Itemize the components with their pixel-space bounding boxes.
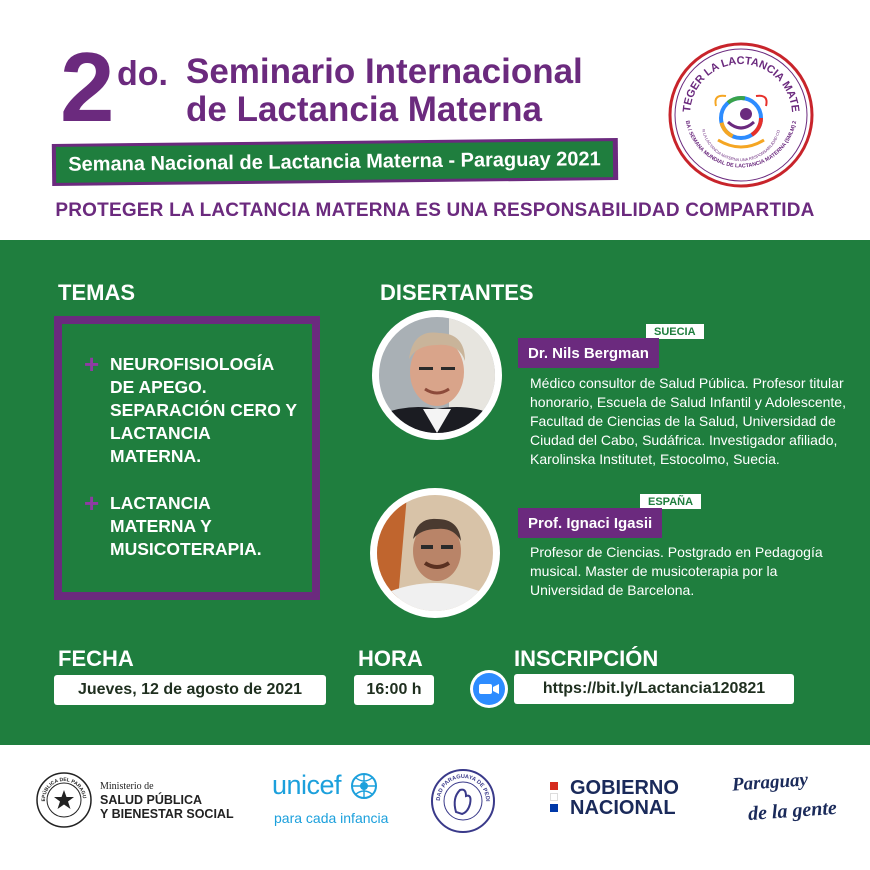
- fecha-value: Jueves, 12 de agosto de 2021: [54, 675, 326, 705]
- hora-label: HORA: [358, 646, 423, 671]
- paraguay-logo-line1: Paraguay: [731, 769, 809, 796]
- speaker-country-badge: ESPAÑA: [640, 494, 701, 509]
- inscripcion-label: INSCRIPCIÓN: [514, 646, 659, 671]
- unicef-tagline: para cada infancia: [274, 810, 389, 826]
- seal-bottom-text: BA / SEMANA MUNDIAL DE LACTANCIA MATERNA (SMLM) 2: [683, 120, 799, 170]
- seal-inner-text: R LA LACTANCIA MATERNA UNA RESPONSABILIDAD CO: [700, 128, 781, 163]
- fecha-label: FECHA: [58, 646, 134, 671]
- flag-white-square: [550, 793, 558, 801]
- title-line-2: de Lactancia Materna: [186, 90, 542, 129]
- flag-red-square: [550, 782, 558, 790]
- gobierno-line2: NACIONAL: [570, 797, 676, 819]
- temas-heading: TEMAS: [58, 280, 135, 305]
- ministerio-line1: SALUD PÚBLICA: [100, 793, 203, 807]
- paraguay-logo-line2: de la gente: [747, 796, 838, 826]
- edition-ordinal: do.: [117, 55, 168, 93]
- speaker-photo-igasii: [377, 495, 493, 611]
- seal-top-text: TEGER LA LACTANCIA MATE: [681, 54, 802, 113]
- speaker-bio: Médico consultor de Salud Pública. Profesor titular honorario, Escuela de Salud Infantil y Adolescente, Facultad de Ciencias de la Salud, Universidad de Ciudad del Cabo, Sudáfrica. Investigador afiliado, Karolinska Institutet, Estocolmo, Suecia.: [530, 375, 846, 467]
- speaker-name: Prof. Ignaci Igasii: [518, 508, 662, 538]
- speaker-bio: Profesor de Ciencias. Postgrado en Pedagogía musical. Master de musicoterapia por la Universidad de Barcelona.: [530, 544, 823, 598]
- speaker-photo-frame: [372, 310, 502, 440]
- spp-text: DAD PARAGUAYA DE PEDI: [435, 773, 491, 802]
- title-line-1: Seminario Internacional: [186, 52, 583, 91]
- unicef-wordmark: unicef: [272, 770, 342, 800]
- disertantes-heading: DISERTANTES: [380, 280, 534, 305]
- speaker-photo-bergman: [379, 317, 495, 433]
- unicef-globe-icon: [350, 772, 378, 800]
- gobierno-line1: GOBIERNO: [570, 777, 679, 799]
- tagline: PROTEGER LA LACTANCIA MATERNA ES UNA RESPONSABILIDAD COMPARTIDA: [55, 200, 815, 221]
- campaign-seal: [668, 42, 814, 188]
- speaker-name: Dr. Nils Bergman: [518, 338, 659, 368]
- topic-item: LACTANCIA MATERNA Y MUSICOTERAPIA.: [110, 493, 262, 559]
- speaker-country-badge: SUECIA: [646, 324, 704, 339]
- plus-icon: +: [84, 349, 100, 379]
- hora-value: 16:00 h: [354, 675, 434, 705]
- zoom-icon[interactable]: [470, 670, 508, 708]
- flag-blue-square: [550, 804, 558, 812]
- ministerio-small: Ministerio de: [100, 781, 154, 792]
- seal-text: EPÚBLICA DEL PARAGU: [40, 776, 87, 802]
- registration-link[interactable]: https://bit.ly/Lactancia120821: [514, 674, 794, 704]
- subtitle-banner: Semana Nacional de Lactancia Materna - Paraguay 2021: [56, 141, 613, 183]
- edition-number: 2: [60, 32, 111, 142]
- ministerio-line2: Y BIENESTAR SOCIAL: [100, 807, 234, 821]
- plus-icon: +: [84, 488, 100, 518]
- speaker-photo-frame: [370, 488, 500, 618]
- topic-item: NEUROFISIOLOGÍA DE APEGO. SEPARACIÓN CERO Y LACTANCIA MATERNA.: [110, 354, 297, 466]
- sociedad-pediatria-seal-icon: [430, 768, 496, 834]
- paraguay-seal-icon: [36, 772, 92, 828]
